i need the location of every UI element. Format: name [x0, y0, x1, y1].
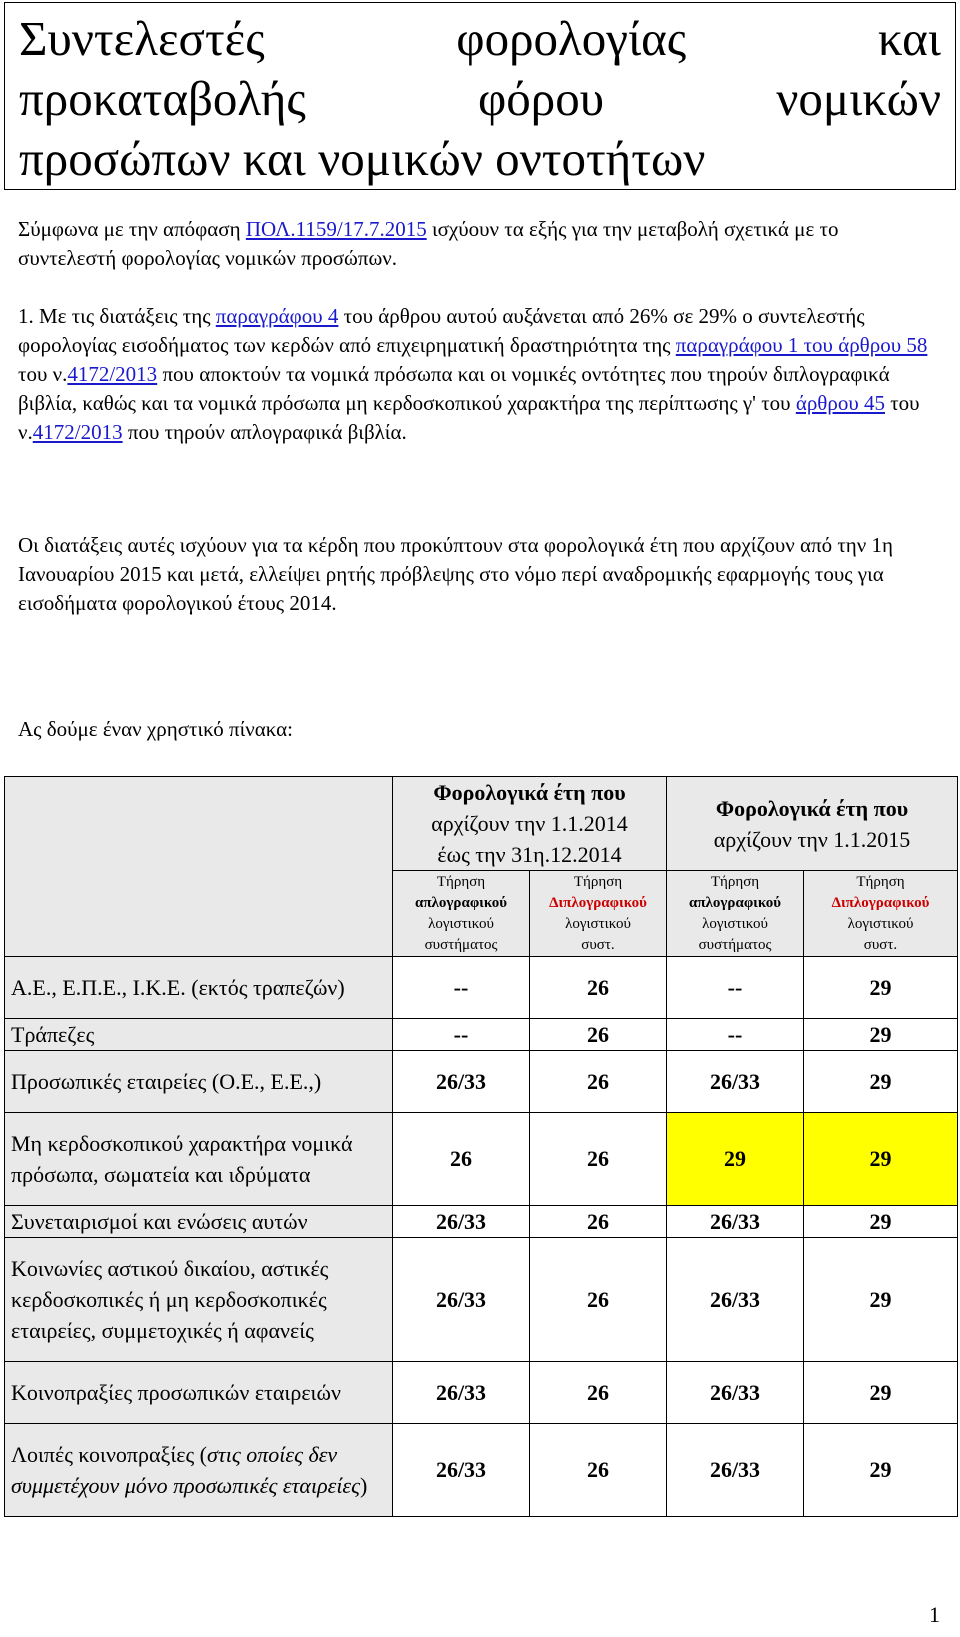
- sub-header-double-2014: Τήρηση Διπλογραφικού λογιστικού συστ.: [530, 871, 667, 957]
- rate-cell-highlighted: 29: [804, 1113, 958, 1206]
- rate-cell: 26/33: [393, 1424, 530, 1517]
- rate-cell: 26/33: [393, 1362, 530, 1424]
- rate-cell: 26: [530, 1113, 667, 1206]
- row-label: Α.Ε., Ε.Π.Ε., Ι.Κ.Ε. (εκτός τραπεζών): [5, 957, 393, 1019]
- rate-cell: 26/33: [393, 1206, 530, 1238]
- page-number: 1: [929, 1602, 940, 1627]
- rate-cell: 26: [530, 1362, 667, 1424]
- table-row: [5, 1206, 958, 1238]
- row-label: Μη κερδοσκοπικού χαρακτήρα νομικά πρόσωπα, σωματεία και ιδρύματα: [5, 1113, 393, 1206]
- rate-cell: 26/33: [667, 1206, 804, 1238]
- table-row: [5, 1113, 958, 1206]
- rate-cell: 26/33: [667, 1424, 804, 1517]
- rate-cell: 29: [804, 1019, 958, 1051]
- rate-cell: --: [393, 957, 530, 1019]
- paragraph-1: 1. Με τις διατάξεις της παραγράφου 4 του άρθρου αυτού αυξάνεται από 26% σε 29% ο συντελεστής φορολογίας εισοδήματος των κερδών από επιχειρηματική δραστηριότητα της παραγράφου 1 του άρθρου 58 του ν.4172/2013 που αποκτούν τα νομικά πρόσωπα και οι νομικές οντότητες που τηρούν διπλογραφικά βιβλία, καθώς και τα νομικά πρόσωπα μη κερδοσκοπικού χαρακτήρα της περίπτωσης γ' του άρθρου 45 του ν.4172/2013 που τηρούν απλογραφικά βιβλία.: [18, 304, 928, 444]
- row-label: Τράπεζες: [5, 1019, 393, 1051]
- rate-cell: 29: [804, 1238, 958, 1362]
- rate-cell: --: [667, 957, 804, 1019]
- paragraph-4-link[interactable]: παραγράφου 4: [215, 304, 339, 328]
- table-row: [5, 1424, 958, 1517]
- row-label: Κοινωνίες αστικού δικαίου, αστικές κερδοσκοπικές ή μη κερδοσκοπικές εταιρείες, συμμετοχικές ή αφανείς: [5, 1238, 393, 1362]
- table-row: [5, 1019, 958, 1051]
- table-intro: Ας δούμε έναν χρηστικό πίνακα:: [18, 717, 293, 741]
- rate-cell: 26: [530, 1424, 667, 1517]
- rate-cell: 26/33: [667, 1362, 804, 1424]
- row-label: Κοινοπραξίες προσωπικών εταιρειών: [5, 1362, 393, 1424]
- article-58-link[interactable]: παραγράφου 1 του άρθρου 58: [675, 333, 928, 357]
- sub-header-double-2015: Τήρηση Διπλογραφικού λογιστικού συστ.: [804, 871, 958, 957]
- sub-header-simple-2014: Τήρηση απλογραφικού λογιστικού συστήματος: [393, 871, 530, 957]
- rate-cell: 26: [530, 1019, 667, 1051]
- rate-cell-highlighted: 29: [667, 1113, 804, 1206]
- sub-header-simple-2015: Τήρηση απλογραφικού λογιστικού συστήματος: [667, 871, 804, 957]
- law-4172-link[interactable]: 4172/2013: [67, 362, 158, 386]
- table-row: [5, 1051, 958, 1113]
- rate-cell: 29: [804, 957, 958, 1019]
- rate-cell: 26: [530, 1238, 667, 1362]
- rate-cell: 29: [804, 1051, 958, 1113]
- rate-cell: 26: [530, 957, 667, 1019]
- rate-cell: 26: [530, 1051, 667, 1113]
- row-label: Λοιπές κοινοπραξίες (στις οποίες δεν συμμετέχουν μόνο προσωπικές εταιρείες): [5, 1424, 393, 1517]
- pol-decision-link[interactable]: ΠΟΛ.1159/17.7.2015: [245, 217, 427, 241]
- rate-cell: 26/33: [667, 1051, 804, 1113]
- rate-cell: 26: [530, 1206, 667, 1238]
- intro-paragraph: Σύμφωνα με την απόφαση ΠΟΛ.1159/17.7.2015 ισχύουν τα εξής για την μεταβολή σχετικά με το συντελεστή φορολογίας νομικών προσώπων.: [18, 217, 839, 270]
- law-4172-link-2[interactable]: 4172/2013: [32, 420, 123, 444]
- article-45-link[interactable]: άρθρου 45: [795, 391, 885, 415]
- title-line-2: προκαταβολής φόρου νομικών: [19, 71, 941, 126]
- rate-cell: 26/33: [667, 1238, 804, 1362]
- rate-cell: 26/33: [393, 1051, 530, 1113]
- rate-cell: 26: [393, 1113, 530, 1206]
- table-row: [5, 1362, 958, 1424]
- rate-cell: --: [667, 1019, 804, 1051]
- table-corner: [5, 777, 393, 957]
- document-title: [4, 2, 956, 190]
- table-row: [5, 1238, 958, 1362]
- row-label: Προσωπικές εταιρείες (Ο.Ε., Ε.Ε.,): [5, 1051, 393, 1113]
- rate-cell: 29: [804, 1206, 958, 1238]
- rate-cell: --: [393, 1019, 530, 1051]
- rate-cell: 29: [804, 1362, 958, 1424]
- title-line-1: Συντελεστές φορολογίας και: [19, 11, 941, 66]
- title-line-3: προσώπων και νομικών οντοτήτων: [19, 131, 706, 186]
- rate-cell: 26/33: [393, 1238, 530, 1362]
- paragraph-2: Οι διατάξεις αυτές ισχύουν για τα κέρδη που προκύπτουν στα φορολογικά έτη που αρχίζουν από την 1η Ιανουαρίου 2015 και μετά, ελλείψει ρητής πρόβλεψης στο νόμο περί αναδρομικής εφαρμογής τους για εισοδήματα φορολογικού έτους 2014.: [18, 533, 894, 615]
- rate-cell: 29: [804, 1424, 958, 1517]
- period-2014-header: Φορολογικά έτη που αρχίζουν την 1.1.2014 έως την 31η.12.2014: [393, 777, 667, 871]
- period-2015-header: Φορολογικά έτη που αρχίζουν την 1.1.2015: [667, 777, 958, 871]
- table-row: [5, 957, 958, 1019]
- row-label: Συνεταιρισμοί και ενώσεις αυτών: [5, 1206, 393, 1238]
- tax-rates-table: [4, 776, 958, 1517]
